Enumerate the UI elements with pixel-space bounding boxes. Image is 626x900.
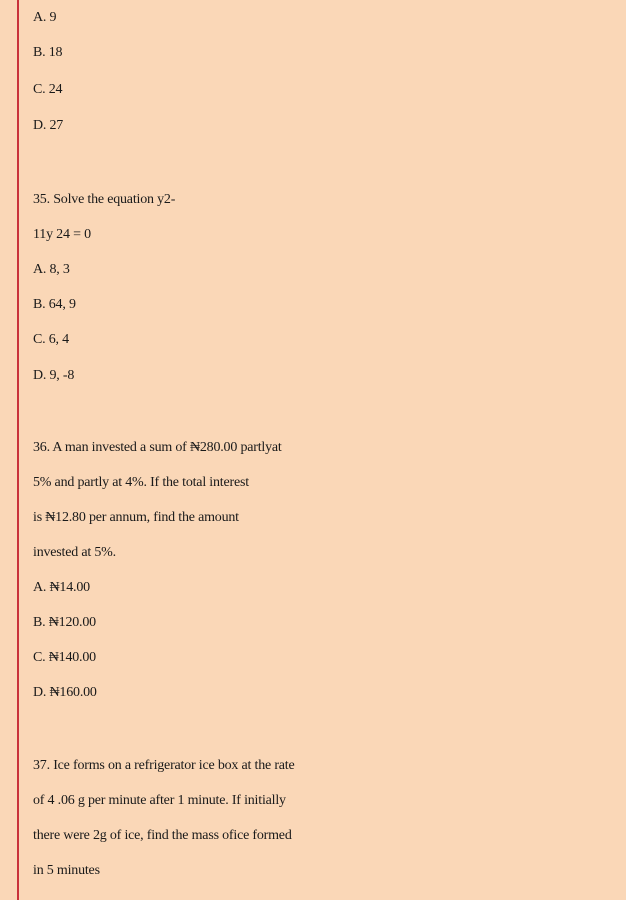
option-a: A. ₦14.00 (33, 580, 90, 595)
option-c: C. 6, 4 (33, 332, 69, 347)
question-stem-line: is ₦12.80 per annum, find the amount (33, 510, 239, 525)
option-a: A. 8, 3 (33, 262, 70, 277)
question-stem-line: 37. Ice forms on a refrigerator ice box at the rate (33, 758, 295, 773)
option-a: A. 9 (33, 10, 57, 25)
question-stem-line: in 5 minutes (33, 863, 100, 878)
option-c: C. ₦140.00 (33, 650, 96, 665)
question-stem-line: 35. Solve the equation y2- (33, 192, 176, 207)
option-d: D. ₦160.00 (33, 685, 97, 700)
option-b: B. 18 (33, 45, 63, 60)
question-stem-line: there were 2g of ice, find the mass ofice formed (33, 828, 292, 843)
option-d: D. 27 (33, 118, 64, 133)
question-stem-line: of 4 .06 g per minute after 1 minute. If initially (33, 793, 286, 808)
option-b: B. 64, 9 (33, 297, 76, 312)
option-b: B. ₦120.00 (33, 615, 96, 630)
question-stem-line: invested at 5%. (33, 545, 116, 560)
question-stem-line: 36. A man invested a sum of ₦280.00 partlyat (33, 440, 282, 455)
option-c: C. 24 (33, 82, 63, 97)
question-stem-line: 5% and partly at 4%. If the total interest (33, 475, 249, 490)
question-stem-line: 11y 24 = 0 (33, 227, 91, 242)
option-d: D. 9, -8 (33, 368, 75, 383)
